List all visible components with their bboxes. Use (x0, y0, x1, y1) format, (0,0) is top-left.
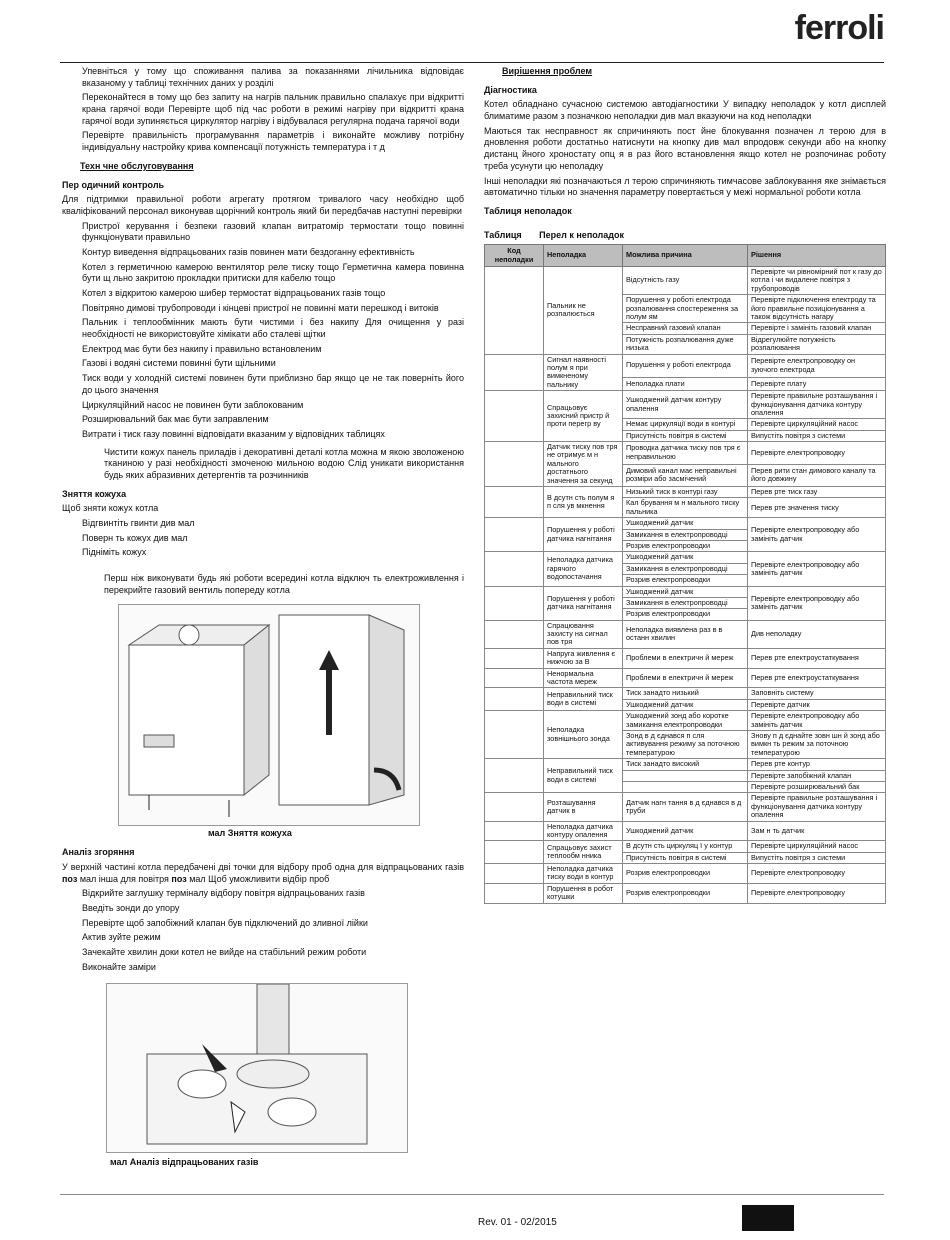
fault-solution: Перевірте електропроводку або замініть датчик (748, 711, 886, 731)
figure1-caption: мал Зняття кожуха (208, 828, 292, 839)
table-row (485, 391, 886, 419)
fault-cause (623, 770, 748, 781)
table-row (485, 759, 886, 770)
revision-label: Rev. 01 - 02/2015 (478, 1217, 557, 1228)
check-item: Витрати і тиск газу повинні відповідати вказаним у відповідних таблицях (82, 428, 385, 439)
check-item: Котел з відкритою камерою шибер термостат відпрацьованих газів тощо (82, 288, 386, 298)
fault-name: Розташування датчик в (544, 793, 623, 821)
fault-table-body (485, 267, 886, 904)
fault-name: Порушення в робот котушки (544, 883, 623, 903)
fault-solution: Перевірте правильне розташування і функціонування датчика контуру опалення (748, 793, 886, 821)
fault-name: Спрацьовує захист теплообм нника (544, 841, 623, 864)
fault-code (485, 793, 544, 821)
table-row (485, 648, 886, 668)
fault-cause: Замикання в електропроводці (623, 529, 748, 540)
fault-solution: Перевірте електропроводку он зуючого електрода (748, 354, 886, 377)
fault-solution: Перев рте електроустаткування (748, 648, 886, 668)
fault-cause: Замикання в електропроводці (623, 563, 748, 574)
fault-solution: Перевірте циркуляційний насос (748, 419, 886, 430)
fault-code (485, 354, 544, 391)
fault-code (485, 518, 544, 552)
fault-cause: Розрив електропроводки (623, 609, 748, 620)
table-title-label: Таблиця (484, 229, 522, 240)
table-row (485, 586, 886, 597)
fault-cause: Присутність повітря в системі (623, 430, 748, 441)
fault-code (485, 883, 544, 903)
fault-cause: Проводка датчика тиску пов тря є неправильною (623, 442, 748, 464)
table-heading: Таблиця неполадок (484, 205, 572, 216)
fault-cause: Низький тиск в контурі газу (623, 487, 748, 498)
check-item: Повітряно димові трубопроводи і кінцеві пристрої не повинні мати перешкод і витоків (82, 302, 439, 313)
intro-item: Перевірте правильність програмування параметрів і виконайте можливу потрібну індивідуальну настройку крива компенсації потужність температура і т д (82, 130, 464, 153)
fault-solution: Випустіть повітря з системи (748, 430, 886, 441)
fault-code (485, 586, 544, 620)
table-row (485, 267, 886, 295)
table-row (485, 487, 886, 498)
cover-step: Підніміть кожух (82, 547, 147, 558)
fault-code (485, 391, 544, 442)
fault-name: Сигнал наявності полум я при вимкненому пальнику (544, 354, 623, 391)
check-item: Контур виведення відпрацьованих газів повинен мати бездоганну ефективність (82, 246, 415, 257)
fault-cause: Ушкоджений зонд або коротке замикання електропроводки (623, 711, 748, 731)
fault-solution: Перев рте контур (748, 759, 886, 770)
fault-solution: Заповніть систему (748, 688, 886, 699)
fault-cause: Розрив електропроводки (623, 575, 748, 586)
fault-table (484, 244, 886, 903)
table-title-text: Перел к неполадок (539, 229, 624, 240)
combustion-heading: Аналіз згоряння (62, 847, 135, 858)
cover-step: Поверн ть кожух див мал (82, 532, 188, 543)
fault-solution: Перевірте електропроводку або замініть датчик (748, 586, 886, 620)
combustion-intro-b: мал інша для повітря (79, 873, 169, 884)
periodic-intro: Для підтримки правильної роботи агрегату протягом тривалого часу необхідно щоб кваліфікований персонал виконував щорічний контроль який би передбачав наступні перевірки (62, 194, 464, 216)
cleaning-note: Чистити кожух панель приладів і декоративні деталі котла можна м якою зволоженою тканиною у разі необхідності змоченою мильною водою Слід уникати використання будь яких абразивних детергентів та розчинників (104, 446, 464, 480)
cover-steps (62, 518, 464, 559)
combustion-intro (62, 862, 464, 885)
fault-solution: Перевірте чи рівномірний пот к газу до котла і чи видалене повітря з трубопроводів (748, 267, 886, 295)
fault-solution: Знову п д єднайте зовн шн й зонд або вимкн ть режим за поточною температурою (748, 731, 886, 759)
fault-cause: Неполадка плати (623, 377, 748, 390)
cover-step: Відгвинтіть гвинти див мал (82, 518, 195, 528)
fault-name: Датчик тиску пов тря не отримує м н мального достатнього значення за секунд (544, 442, 623, 487)
fault-cause: Замикання в електропроводці (623, 597, 748, 608)
fault-name: Ненормальна частота мереж (544, 668, 623, 688)
check-item: Циркуляційний насос не повинен бути заблокованим (82, 399, 304, 410)
fault-cause: Неполадка виявлена раз в в останн хвилин (623, 620, 748, 648)
header-fault: Неполадка (544, 245, 623, 267)
fault-name: Неправильний тиск води в системі (544, 759, 623, 793)
fault-table-header (485, 245, 886, 267)
fault-name: В дсутн сть полум я п сля ув мкнення (544, 487, 623, 518)
gas-analysis-figure (106, 983, 408, 1153)
fault-name: Неполадка датчика контуру опалення (544, 821, 623, 841)
fault-name: Неполадка датчика тиску води в контур (544, 864, 623, 884)
fault-code (485, 487, 544, 518)
header-cause: Можлива причина (623, 245, 748, 267)
table-row (485, 841, 886, 852)
fault-solution: Перевірте запобіжний клапан (748, 770, 886, 781)
fault-solution: Перевірте датчик (748, 699, 886, 710)
diagnostics-heading: Діагностика (484, 84, 537, 95)
combustion-intro-poz2: поз (171, 873, 187, 884)
fault-code (485, 688, 544, 711)
fault-solution: Перевірте електропроводку (748, 864, 886, 884)
diagnostics-p1: Котел обладнано сучасною системою автодіагностики У випадку неполадок у котл дисплей блиматиме разом з позначкою неполадки див мал вказуючи на код неполадки (484, 99, 886, 122)
fault-solution: Перевірте електропроводку (748, 883, 886, 903)
fault-cause: Кал брування м н мального тиску пальника (623, 498, 748, 518)
fault-name: Пальник не розпалюється (544, 267, 623, 355)
fault-cause: Зонд в д єднався п сля активування режиму за поточною температурою (623, 731, 748, 759)
combustion-steps (62, 888, 464, 973)
diagnostics-p2: Маються так несправност як спричиняють пост йне блокування позначен л терою для в дновлення роботи достатньо натиснути на кнопку див мал впродовж секунди або на кнопку дистанц йного хроностату опц я в раз його встановлення якщо котел не розпочинає роботу треба усунути цю неполадку (484, 125, 886, 171)
table-row (485, 354, 886, 377)
fault-cause: Ушкоджений датчик (623, 552, 748, 563)
fault-cause: Ушкоджений датчик (623, 586, 748, 597)
fault-cause: Ушкоджений датчик (623, 821, 748, 841)
fault-cause: Димовий канал має неправильні розміри або засмічений (623, 464, 748, 486)
fault-cause (623, 781, 748, 792)
cover-heading: Зняття кожуха (62, 488, 127, 499)
periodic-heading: Пер одичний контроль (62, 179, 165, 190)
fault-cause: Проблеми в електричн й мереж (623, 668, 748, 688)
fault-cause: Ушкоджений датчик контуру опалення (623, 391, 748, 419)
fault-solution: Випустіть повітря з системи (748, 852, 886, 863)
table-row (485, 688, 886, 699)
fault-cause: Ушкоджений датчик (623, 699, 748, 710)
fault-cause: Розрив електропроводки (623, 864, 748, 884)
table-row (485, 711, 886, 731)
check-item: Тиск води у холодній системі повинен бути приблизно бар якщо це не так поверніть його до цього значення (82, 373, 464, 395)
cover-removal-figure (118, 604, 420, 826)
fault-name: Неполадка зовнішнього зонда (544, 711, 623, 759)
fault-solution: Перев рити стан димового каналу та його довжину (748, 464, 886, 486)
fault-cause: Порушення у роботі електрода (623, 354, 748, 377)
right-column (484, 66, 886, 904)
fault-solution: Перевірте електропроводку (748, 442, 886, 464)
warning-text: Перш ніж виконувати будь які роботи всередині котла відключ ть електроживлення і перекрийте газовий вентиль попереду котла (104, 573, 464, 595)
fault-code (485, 620, 544, 648)
fault-cause: Відсутність газу (623, 267, 748, 295)
fault-solution: Перевірте електропроводку або замініть датчик (748, 552, 886, 586)
intro-item: Упевніться у тому що споживання палива за показаннями лічильника відповідає вказаному у таблиці технічних даних у розділі (82, 66, 464, 88)
fault-solution: Перевірте плату (748, 377, 886, 390)
fault-solution: Зам н ть датчик (748, 821, 886, 841)
fault-cause: Присутність повітря в системі (623, 852, 748, 863)
fault-cause: Розрив електропроводки (623, 883, 748, 903)
check-item: Електрод має бути без накипу і правильно встановленим (82, 343, 322, 354)
fault-cause: Датчик нагн тання в д єднався в д труби (623, 793, 748, 821)
diagnostics-p3: Інші неполадки які позначаються л терою спричиняють тимчасове заблокування яке знімається автоматично тільки но значення параметру повертається у межі нормальної роботи котла (484, 175, 886, 198)
fault-name: Неполадка датчика гарячого водопостачання (544, 552, 623, 586)
fault-solution: Див неполадку (748, 620, 886, 648)
flue-analysis-illustration (107, 984, 407, 1152)
fault-cause: Проблеми в електричн й мереж (623, 648, 748, 668)
combustion-step: Введіть зонди до упору (82, 902, 180, 913)
fault-name: Спрацювання захисту на сигнал пов тря (544, 620, 623, 648)
fault-solution: Перевірте електропроводку або замініть датчик (748, 518, 886, 552)
fault-name: Порушення у роботі датчика нагнітання (544, 586, 623, 620)
fault-code (485, 841, 544, 864)
footer-rule (60, 1194, 884, 1195)
page-number-box (742, 1205, 794, 1231)
table-row (485, 883, 886, 903)
table-row (485, 821, 886, 841)
fault-solution: Перевірте і замініть газовий клапан (748, 323, 886, 334)
combustion-step: Перевірте щоб запобіжний клапан був підключений до зливної лійки (82, 917, 368, 928)
fault-solution: Перев рте тиск газу (748, 487, 886, 498)
fault-cause: Немає циркуляції води в контурі (623, 419, 748, 430)
fault-code (485, 711, 544, 759)
header-rule (60, 62, 884, 63)
table-title (484, 230, 886, 242)
fault-code (485, 267, 544, 355)
boiler-illustration (119, 605, 419, 825)
combustion-step: Відкрийте заглушку терміналу відбору повітря відпрацьованих газів (82, 888, 365, 899)
maintenance-heading: Техн чне обслуговування (80, 160, 194, 171)
table-row (485, 518, 886, 529)
table-row (485, 793, 886, 821)
header-solution: Рішення (748, 245, 886, 267)
fault-cause: Тиск занадто високий (623, 759, 748, 770)
combustion-step: Виконайте заміри (82, 961, 156, 972)
fault-name: Порушення у роботі датчика нагнітання (544, 518, 623, 552)
fault-code (485, 821, 544, 841)
fault-code (485, 668, 544, 688)
fault-name: Спрацьовує захисний пристр й проти перегр ву (544, 391, 623, 442)
fault-solution: Перевірте розширювальний бак (748, 781, 886, 792)
table-row (485, 442, 886, 464)
fault-solution: Перевірте підключення електроду та його правильне позиціонування а також відсутність нагару (748, 295, 886, 323)
fault-cause: Тиск занадто низький (623, 688, 748, 699)
fault-solution: Перев рте електроустаткування (748, 668, 886, 688)
fault-solution: Перев рте значення тиску (748, 498, 886, 518)
combustion-step: Актив зуйте режим (82, 932, 161, 943)
check-item: Розширювальний бак має бути заправленим (82, 414, 269, 425)
fault-cause: Потужність розпалювання дуже низька (623, 334, 748, 354)
left-column (62, 66, 464, 1175)
fault-name: Напруга живлення є нижчою за В (544, 648, 623, 668)
figure2-caption: мал Аналіз відпрацьованих газів (110, 1157, 259, 1168)
check-item: Котел з герметичною камерою вентилятор реле тиску тощо Герметична камера повинна бути щ льно закритою прокладки притиски для кабелю тощо (82, 261, 464, 284)
fault-code (485, 552, 544, 586)
check-item: Газові і водяні системи повинні бути щільними (82, 358, 276, 369)
fault-code (485, 648, 544, 668)
fault-cause: Розрив електропроводки (623, 540, 748, 551)
intro-list (62, 66, 464, 154)
fault-solution: Перевірте правильне розташування і функціонування датчика контуру опалення (748, 391, 886, 419)
table-row (485, 864, 886, 884)
table-row (485, 668, 886, 688)
fault-name: Неправильний тиск води в системі (544, 688, 623, 711)
table-row (485, 620, 886, 648)
fault-code (485, 864, 544, 884)
combustion-step: Зачекайте хвилин доки котел не вийде на стабільний режим роботи (82, 946, 367, 957)
table-row (485, 552, 886, 563)
fault-solution: Відрегулюйте потужність розпалювання (748, 334, 886, 354)
troubleshoot-heading: Вирішення проблем (502, 66, 593, 76)
fault-cause: Ушкоджений датчик (623, 518, 748, 529)
fault-cause: В дсутн сть циркуляц ї у контур (623, 841, 748, 852)
fault-cause: Несправний газовий клапан (623, 323, 748, 334)
fault-code (485, 442, 544, 487)
combustion-intro-a: У верхній частині котла передбачені дві точки для відбору проб одна для відпрацьованих газів (62, 861, 464, 872)
ferroli-logo: ferroli (794, 9, 884, 47)
intro-item: Переконайтеся в тому що без запиту на нагрів пальник правильно спалахує при відкритті крана гарячої води Перевірте щоб під час роботи в режимі нагріву при відкритті крана гарячої води зупиняється циркулятор нагріву і відбувалася регулярна подача гарячої води (82, 92, 464, 126)
check-item: Пальник і теплообмінник мають бути чистими і без накипу Для очищення у разі необхідності не використовуйте хімікати або сталеві щітки (82, 317, 464, 340)
fault-solution: Перевірте циркуляційний насос (748, 841, 886, 852)
cover-intro: Щоб зняти кожух котла (62, 503, 159, 514)
checks-list (62, 221, 464, 441)
combustion-intro-poz1: поз (62, 873, 78, 884)
check-item: Пристрої керування і безпеки газовий клапан витратомір термостати тощо повинні функціонувати правильно (82, 220, 464, 243)
header-code: Код неполадки (485, 245, 544, 267)
combustion-intro-c: мал Щоб уможливити відбір проб (189, 873, 330, 884)
fault-code (485, 759, 544, 793)
fault-cause: Порушення у роботі електрода розпалювання спостереження за полум ям (623, 295, 748, 323)
